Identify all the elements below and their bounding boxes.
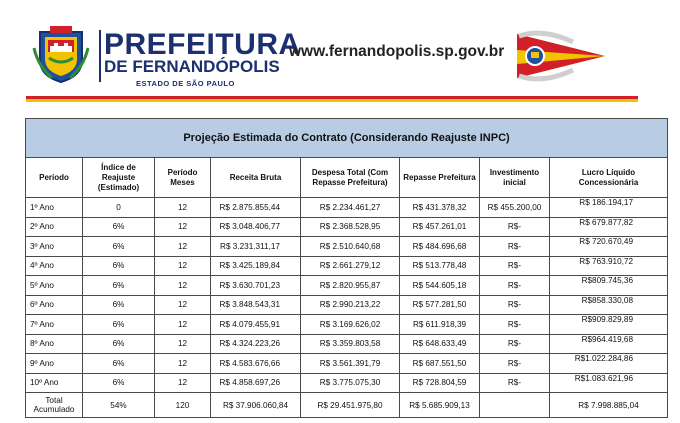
table-cell: R$858.330,08 [550,295,668,315]
page-header [0,0,680,104]
table-cell: R$ 3.359.803,58 [301,334,400,354]
table-cell: 4º Ano [26,256,83,276]
table-cell: 12 [155,237,211,257]
table-cell: R$ 3.169.626,02 [301,315,400,335]
table-cell: 12 [155,295,211,315]
table-cell: 10º Ano [26,373,83,393]
table-cell: R$ 7.998.885,04 [550,393,668,418]
table-cell: R$ 648.633,49 [400,334,480,354]
column-header: Receita Bruta [211,158,301,198]
table-cell: R$ 763.910,72 [550,256,668,276]
table-cell: R$909.829,89 [550,315,668,335]
table-cell: R$ 2.234.461,27 [301,198,400,218]
table-cell: 6% [83,354,155,374]
table-cell: 0 [83,198,155,218]
table-cell: R$ 3.231.311,17 [211,237,301,257]
brand-state: ESTADO DE SÃO PAULO [136,79,235,88]
table-cell: R$ 5.685.909,13 [400,393,480,418]
table-cell: Total Acumulado [26,393,83,418]
table-cell: R$809.745,36 [550,276,668,296]
table-cell: 12 [155,354,211,374]
table-header-row [26,158,668,198]
table-cell: R$- [480,237,550,257]
column-header: Repasse Prefeitura [400,158,480,198]
table-cell: 6% [83,217,155,237]
table-row [26,354,668,374]
table-cell: 12 [155,217,211,237]
table-cell: 12 [155,334,211,354]
table-cell: R$ 2.990.213,22 [301,295,400,315]
table-cell: R$ 2.510.640,68 [301,237,400,257]
table-cell: R$- [480,276,550,296]
table-cell: R$ 3.425.189,84 [211,256,301,276]
table-cell: 6% [83,315,155,335]
table-cell: 6% [83,237,155,257]
table-cell: R$- [480,295,550,315]
table-row [26,295,668,315]
table-cell: 8º Ano [26,334,83,354]
table-cell: 6% [83,256,155,276]
header-band-yellow [26,99,638,102]
table-title: Projeção Estimada do Contrato (Considerando Reajuste INPC) [26,119,668,158]
table-row [26,315,668,335]
table-cell: 6% [83,373,155,393]
table-cell: 6% [83,295,155,315]
table-cell: 12 [155,373,211,393]
table-cell: 12 [155,315,211,335]
table-cell [480,393,550,418]
table-cell: 7º Ano [26,315,83,335]
table-row [26,217,668,237]
table-cell: R$ 3.048.406,77 [211,217,301,237]
table-cell: R$ 455.200,00 [480,198,550,218]
column-header: Despesa Total (Com Repasse Prefeitura) [301,158,400,198]
city-flag-icon [513,26,609,86]
table-cell: R$ 611.918,39 [400,315,480,335]
table-cell: 3º Ano [26,237,83,257]
table-row [26,237,668,257]
table-cell: R$ 37.906.060,84 [211,393,301,418]
table-cell: 6% [83,334,155,354]
header-divider [99,30,101,82]
table-row [26,373,668,393]
table-cell: R$ 3.775.075,30 [301,373,400,393]
table-cell: R$- [480,315,550,335]
table-cell: R$ 513.778,48 [400,256,480,276]
table-row [26,334,668,354]
table-cell: 12 [155,256,211,276]
table-cell: R$ 544.605,18 [400,276,480,296]
table-row [26,276,668,296]
table-cell: 6º Ano [26,295,83,315]
table-cell: 2º Ano [26,217,83,237]
brand-subtitle: DE FERNANDÓPOLIS [104,57,280,76]
table-cell: R$ 679.877,82 [550,217,668,237]
table-cell: R$ 2.875.855,44 [211,198,301,218]
column-header: Investimento inicial [480,158,550,198]
table-cell: R$ 728.804,59 [400,373,480,393]
table-cell: R$- [480,256,550,276]
table-cell: R$ 457.261,01 [400,217,480,237]
table-cell: R$ 687.551,50 [400,354,480,374]
table-cell: 54% [83,393,155,418]
table-row [26,256,668,276]
projection-table [25,118,668,418]
brand-title: PREFEITURA [104,28,301,61]
table-cell: R$- [480,334,550,354]
table-cell: R$ 3.848.543,31 [211,295,301,315]
table-cell: R$- [480,354,550,374]
table-cell: R$ 577.281,50 [400,295,480,315]
table-cell: R$1.022.284,86 [550,354,668,374]
column-header: Índice de Reajuste (Estimado) [83,158,155,198]
table-cell: 12 [155,276,211,296]
city-crest-icon [32,26,90,84]
table-cell: R$ 2.820.955,87 [301,276,400,296]
table-cell: R$ 431.378,32 [400,198,480,218]
table-cell: R$1.083.621,96 [550,373,668,393]
table-cell: R$ 186.194,17 [550,198,668,218]
column-header: Lucro Líquido Concessionária [550,158,668,198]
table-cell: R$ 3.561.391,79 [301,354,400,374]
column-header: Período Meses [155,158,211,198]
table-cell: 6% [83,276,155,296]
table-cell: 12 [155,198,211,218]
table-cell: 120 [155,393,211,418]
table-cell: R$ 4.079.455,91 [211,315,301,335]
table-cell: R$ 720.670,49 [550,237,668,257]
table-cell: R$- [480,217,550,237]
table-cell: 5º Ano [26,276,83,296]
table-cell: R$ 29.451.975,80 [301,393,400,418]
column-header: Período [26,158,83,198]
table-cell: R$964.419,68 [550,334,668,354]
table-cell: R$- [480,373,550,393]
table-cell: R$ 484.696,68 [400,237,480,257]
table-cell: R$ 4.583.676,66 [211,354,301,374]
table-total-row [26,393,668,418]
table-cell: R$ 4.324.223,26 [211,334,301,354]
table-cell: R$ 2.661.279,12 [301,256,400,276]
table-cell: R$ 4.858.697,26 [211,373,301,393]
table-cell: R$ 2.368.528,95 [301,217,400,237]
table-cell: 9º Ano [26,354,83,374]
table-row [26,198,668,218]
table-cell: 1º Ano [26,198,83,218]
site-url[interactable]: www.fernandopolis.sp.gov.br [289,43,505,60]
table-cell: R$ 3.630.701,23 [211,276,301,296]
